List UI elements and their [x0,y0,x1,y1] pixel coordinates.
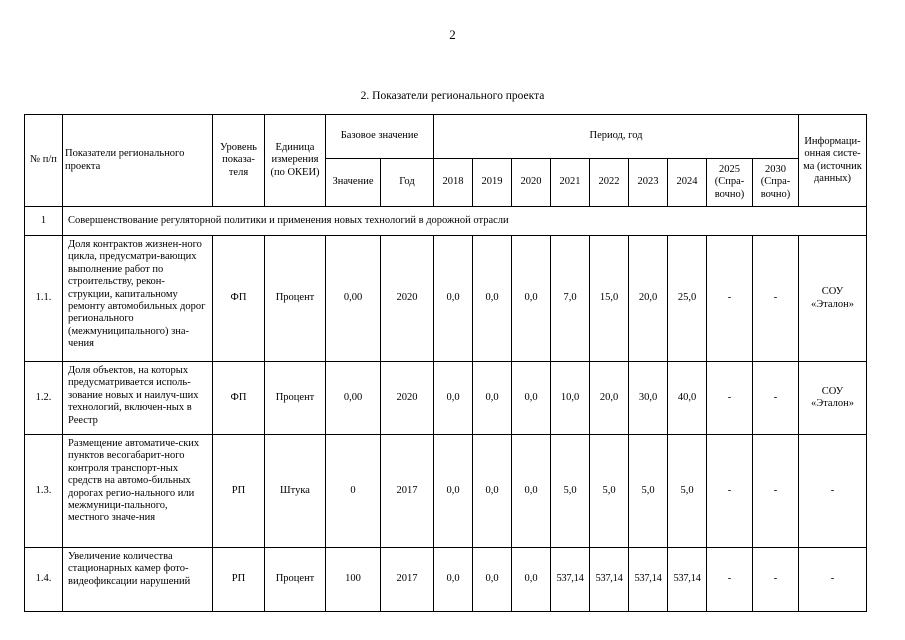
row-num: 1.1. [25,236,63,362]
row-value: - [753,548,799,612]
row-unit: Процент [265,236,326,362]
group-row [25,207,867,236]
row-source: - [799,548,867,612]
row-base-value: 0,00 [326,236,381,362]
header-year: 2025 (Спра-вочно) [707,159,753,207]
row-indicator-name: Доля объектов, на которых предусматривается исполь-зование новых и наилуч-ших технологий, включен-ных в Реестр [63,362,213,435]
row-base-year: 2017 [381,435,434,548]
row-base-year: 2020 [381,362,434,435]
row-value: 40,0 [668,362,707,435]
row-unit: Процент [265,362,326,435]
header-indicator: Показатели регионального проекта [63,115,213,207]
header-base-year: Год [381,159,434,207]
table-row [25,236,867,362]
row-level: ФП [213,362,265,435]
header-base-value: Значение [326,159,381,207]
row-value: - [707,435,753,548]
row-unit: Процент [265,548,326,612]
header-period: Период, год [434,115,799,159]
header-num: № п/п [25,115,63,207]
header-year: 2020 [512,159,551,207]
row-value: - [707,236,753,362]
row-value: 5,0 [629,435,668,548]
row-value: - [753,435,799,548]
row-value: 30,0 [629,362,668,435]
row-value: 0,0 [512,236,551,362]
header-year: 2023 [629,159,668,207]
row-value: 5,0 [551,435,590,548]
table-row [25,548,867,612]
row-value: 0,0 [473,362,512,435]
row-value: 0,0 [512,362,551,435]
section-title: 2. Показатели регионального проекта [360,90,545,102]
row-value: 0,0 [434,362,473,435]
row-value: 5,0 [668,435,707,548]
row-value: 0,0 [512,435,551,548]
row-base-value: 0,00 [326,362,381,435]
header-year: 2022 [590,159,629,207]
header-level: Уровень показа-теля [213,115,265,207]
header-year: 2018 [434,159,473,207]
row-value: 7,0 [551,236,590,362]
row-value: - [753,236,799,362]
row-value: 20,0 [629,236,668,362]
row-value: - [753,362,799,435]
row-value: 537,14 [590,548,629,612]
table-row [25,362,867,435]
row-value: 537,14 [668,548,707,612]
row-value: - [707,548,753,612]
group-num: 1 [25,207,63,236]
row-value: 0,0 [512,548,551,612]
row-source: - [799,435,867,548]
row-value: 0,0 [434,236,473,362]
row-value: 0,0 [434,548,473,612]
header-year: 2019 [473,159,512,207]
row-value: 25,0 [668,236,707,362]
page-number: 2 [449,27,456,42]
row-source: СОУ «Эталон» [799,236,867,362]
row-value: 537,14 [551,548,590,612]
header-row-1 [25,115,867,159]
row-level: РП [213,435,265,548]
row-base-year: 2017 [381,548,434,612]
row-value: 5,0 [590,435,629,548]
header-unit: Единица измерения (по ОКЕИ) [265,115,326,207]
row-indicator-name: Доля контрактов жизнен-ного цикла, предусматри-вающих выполнение работ по строительству, рекон-струкции, капитальному ремонту автомобильных дорог регионального (межмуниципального) зна-чения [63,236,213,362]
indicators-table [24,114,867,612]
row-level: ФП [213,236,265,362]
row-num: 1.3. [25,435,63,548]
row-base-value: 0 [326,435,381,548]
header-base: Базовое значение [326,115,434,159]
row-value: 20,0 [590,362,629,435]
row-base-year: 2020 [381,236,434,362]
row-value: - [707,362,753,435]
header-year: 2021 [551,159,590,207]
group-title: Совершенствование регуляторной политики и применения новых технологий в дорожной отрасли [63,207,867,236]
row-value: 0,0 [473,236,512,362]
row-unit: Штука [265,435,326,548]
row-indicator-name: Увеличение количества стационарных камер фото-видеофиксации нарушений [63,548,213,612]
row-value: 10,0 [551,362,590,435]
header-year: 2030 (Спра-вочно) [753,159,799,207]
header-year: 2024 [668,159,707,207]
row-indicator-name: Размещение автоматиче-ских пунктов весогабарит-ного контроля транспорт-ных средств на автомо-бильных дорогах регио-нального или межмуници-пального, местного значе-ния [63,435,213,548]
row-value: 0,0 [473,435,512,548]
row-value: 15,0 [590,236,629,362]
row-num: 1.4. [25,548,63,612]
row-value: 0,0 [434,435,473,548]
table-row [25,435,867,548]
row-value: 0,0 [473,548,512,612]
row-value: 537,14 [629,548,668,612]
row-level: РП [213,548,265,612]
row-source: СОУ «Эталон» [799,362,867,435]
row-num: 1.2. [25,362,63,435]
header-source: Информаци-онная систе-ма (источник данных) [799,115,867,207]
row-base-value: 100 [326,548,381,612]
